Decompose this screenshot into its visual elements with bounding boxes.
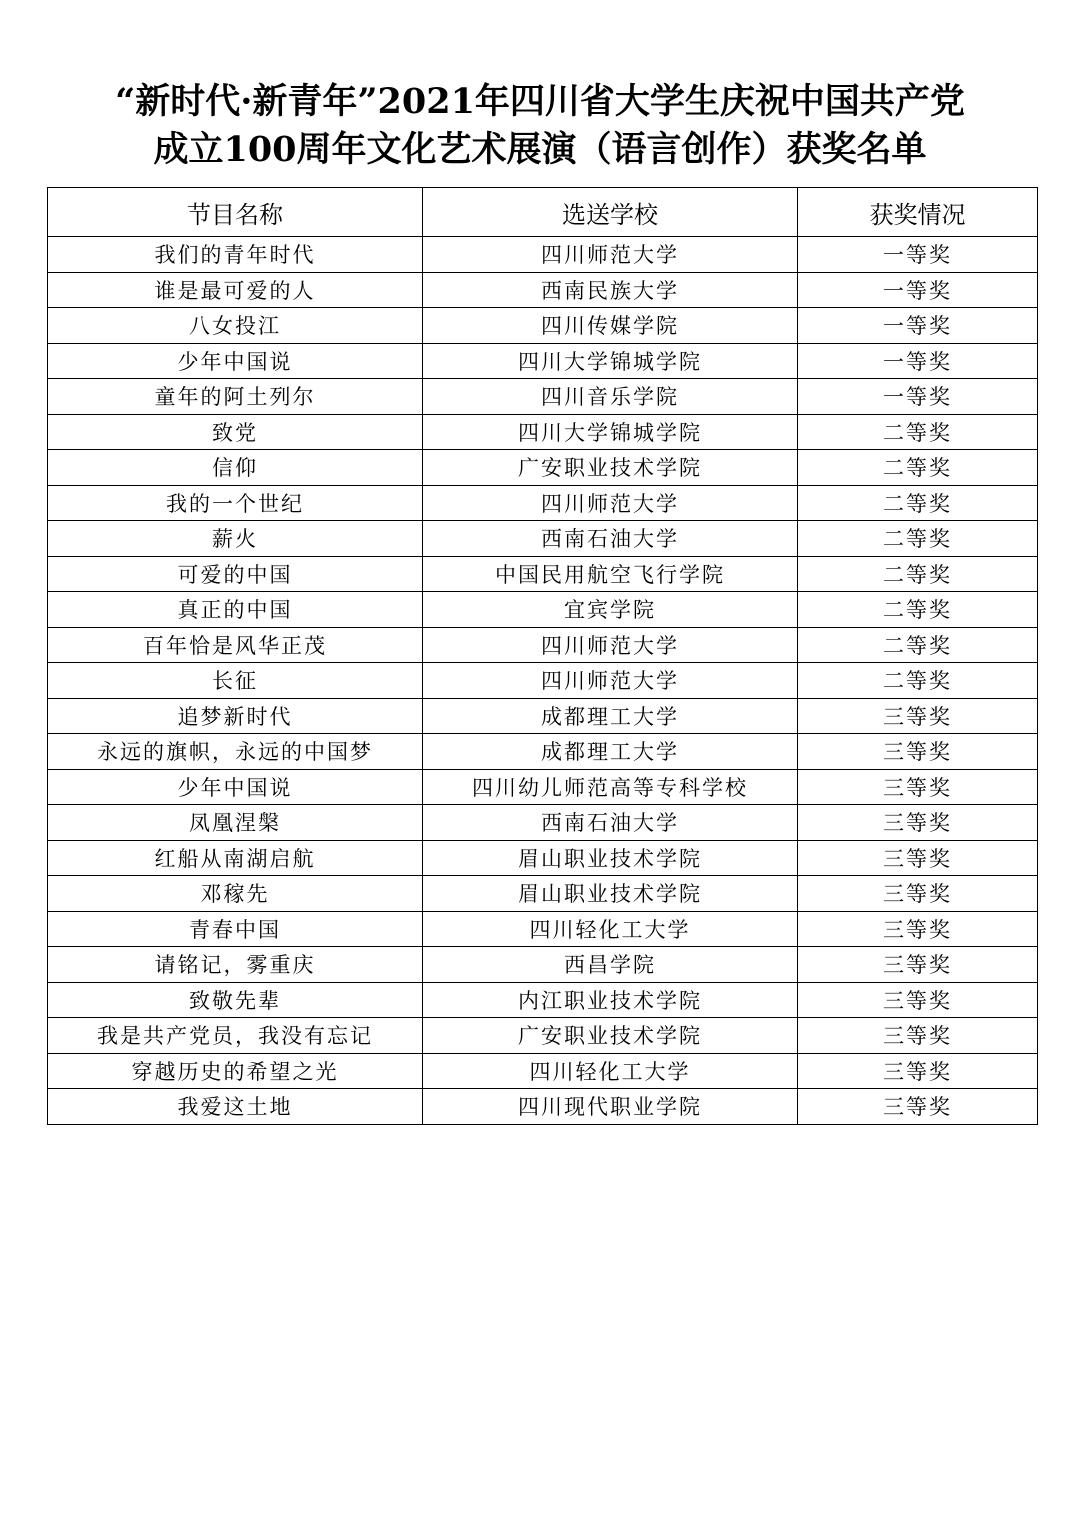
program-name-cell: 我爱这土地 [48,1089,423,1125]
award-cell: 三等奖 [798,1053,1038,1089]
school-cell: 内江职业技术学院 [423,982,798,1018]
school-cell: 广安职业技术学院 [423,1018,798,1054]
table-row [48,840,1038,876]
program-name-cell: 红船从南湖启航 [48,840,423,876]
school-cell: 四川师范大学 [423,627,798,663]
program-name-cell: 童年的阿土列尔 [48,379,423,415]
award-cell: 三等奖 [798,805,1038,841]
school-cell: 宜宾学院 [423,592,798,628]
program-name-cell: 青春中国 [48,911,423,947]
award-cell: 一等奖 [798,272,1038,308]
title-line-1: “新时代·新青年”2021年四川省大学生庆祝中国共产党 [115,81,965,122]
school-cell: 四川师范大学 [423,237,798,273]
award-cell: 三等奖 [798,947,1038,983]
program-name-cell: 可爱的中国 [48,556,423,592]
table-header-row [48,188,1038,237]
school-cell: 成都理工大学 [423,734,798,770]
award-cell: 二等奖 [798,485,1038,521]
school-cell: 四川师范大学 [423,663,798,699]
program-name-cell: 追梦新时代 [48,698,423,734]
school-cell: 四川轻化工大学 [423,911,798,947]
award-cell: 三等奖 [798,840,1038,876]
table-row [48,663,1038,699]
award-cell: 三等奖 [798,1089,1038,1125]
school-cell: 四川大学锦城学院 [423,414,798,450]
school-cell: 四川幼儿师范高等专科学校 [423,769,798,805]
school-cell: 眉山职业技术学院 [423,876,798,912]
table-row [48,1053,1038,1089]
table-row [48,485,1038,521]
program-name-cell: 我是共产党员，我没有忘记 [48,1018,423,1054]
school-cell: 广安职业技术学院 [423,450,798,486]
school-cell: 西南民族大学 [423,272,798,308]
program-name-cell: 少年中国说 [48,343,423,379]
award-cell: 二等奖 [798,521,1038,557]
program-name-cell: 长征 [48,663,423,699]
table-row [48,272,1038,308]
table-row [48,734,1038,770]
school-cell: 四川轻化工大学 [423,1053,798,1089]
header-program-name: 节目名称 [48,188,423,237]
program-name-cell: 邓稼先 [48,876,423,912]
header-school: 选送学校 [423,188,798,237]
program-name-cell: 我的一个世纪 [48,485,423,521]
program-name-cell: 永远的旗帜，永远的中国梦 [48,734,423,770]
table-row [48,521,1038,557]
award-cell: 二等奖 [798,450,1038,486]
table-row [48,805,1038,841]
table-row [48,343,1038,379]
program-name-cell: 信仰 [48,450,423,486]
table-row [48,379,1038,415]
program-name-cell: 凤凰涅槃 [48,805,423,841]
table-row [48,308,1038,344]
table-row [48,982,1038,1018]
table-row [48,911,1038,947]
table-row [48,627,1038,663]
school-cell: 西南石油大学 [423,521,798,557]
table-row [48,237,1038,273]
table-row [48,414,1038,450]
school-cell: 四川音乐学院 [423,379,798,415]
award-cell: 三等奖 [798,1018,1038,1054]
program-name-cell: 少年中国说 [48,769,423,805]
award-cell: 三等奖 [798,769,1038,805]
award-cell: 三等奖 [798,876,1038,912]
award-cell: 一等奖 [798,343,1038,379]
award-cell: 三等奖 [798,982,1038,1018]
award-cell: 三等奖 [798,911,1038,947]
school-cell: 四川传媒学院 [423,308,798,344]
program-name-cell: 真正的中国 [48,592,423,628]
award-cell: 一等奖 [798,379,1038,415]
school-cell: 成都理工大学 [423,698,798,734]
award-cell: 二等奖 [798,663,1038,699]
document-title [0,78,1080,174]
header-award: 获奖情况 [798,188,1038,237]
program-name-cell: 谁是最可爱的人 [48,272,423,308]
program-name-cell: 百年恰是风华正茂 [48,627,423,663]
table-row [48,876,1038,912]
program-name-cell: 我们的青年时代 [48,237,423,273]
program-name-cell: 穿越历史的希望之光 [48,1053,423,1089]
award-cell: 二等奖 [798,627,1038,663]
award-cell: 二等奖 [798,414,1038,450]
program-name-cell: 致敬先辈 [48,982,423,1018]
table-row [48,1089,1038,1125]
school-cell: 眉山职业技术学院 [423,840,798,876]
school-cell: 西昌学院 [423,947,798,983]
title-line-2: 成立100周年文化艺术展演（语言创作）获奖名单 [153,129,927,170]
table-row [48,556,1038,592]
school-cell: 四川师范大学 [423,485,798,521]
program-name-cell: 致党 [48,414,423,450]
award-cell: 一等奖 [798,237,1038,273]
program-name-cell: 请铭记，雾重庆 [48,947,423,983]
award-cell: 二等奖 [798,592,1038,628]
table-row [48,769,1038,805]
school-cell: 西南石油大学 [423,805,798,841]
award-cell: 三等奖 [798,698,1038,734]
table-row [48,947,1038,983]
program-name-cell: 八女投江 [48,308,423,344]
table-row [48,450,1038,486]
table-body [48,237,1038,1125]
table-row [48,592,1038,628]
award-cell: 一等奖 [798,308,1038,344]
table-row [48,698,1038,734]
program-name-cell: 薪火 [48,521,423,557]
table-row [48,1018,1038,1054]
awards-table [47,187,1038,1125]
school-cell: 中国民用航空飞行学院 [423,556,798,592]
school-cell: 四川大学锦城学院 [423,343,798,379]
award-cell: 三等奖 [798,734,1038,770]
school-cell: 四川现代职业学院 [423,1089,798,1125]
award-cell: 二等奖 [798,556,1038,592]
